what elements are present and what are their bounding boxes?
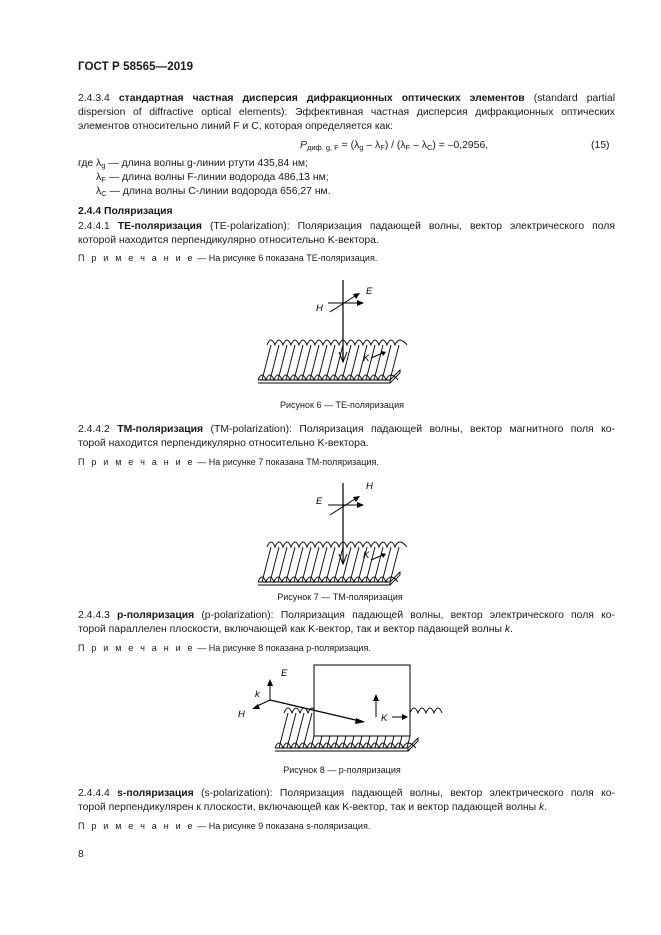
label-e: E (281, 668, 288, 679)
eq-subscript: диф. g, F (306, 143, 339, 152)
figure-6-caption: Рисунок 6 — ТЕ-поляризация (280, 400, 404, 410)
document-header: ГОСТ Р 58565—2019 (78, 61, 194, 73)
sub: g (101, 161, 106, 170)
label-k-small: k (255, 689, 260, 700)
definition-line: которой находится перпендикулярно относительно K-вектора. (78, 235, 379, 246)
note-text: — На рисунке 6 показана TE-поляризация. (197, 253, 378, 263)
where-text: — длина волны g-линии ртути 435,84 нм; (108, 158, 308, 169)
note-label: П р и м е ч а н и е (78, 253, 195, 263)
where-text: — длина волны F-линии водорода 486,13 нм; (108, 172, 329, 183)
label-h: H (366, 481, 373, 492)
lambda: λ (96, 186, 102, 197)
definition-line (78, 801, 615, 815)
definition-text: торой перпендикулярен к плоскости, включающей как K-вектор, так и вектор падающей волны (78, 802, 537, 813)
k-symbol: k (538, 802, 545, 813)
term-english: (standard partial (533, 93, 616, 104)
eq-part: ) = –0,2956, (432, 140, 489, 151)
eq-subscript: F (380, 143, 385, 152)
label-k: K (381, 713, 388, 724)
incidence-plane (314, 665, 410, 736)
eq-symbol: P (300, 140, 307, 151)
sub: F (101, 175, 106, 184)
k-symbol: k (504, 624, 511, 635)
where-label: где λ (78, 158, 102, 169)
note-text: — На рисунке 8 показана p-поляризация. (197, 643, 371, 653)
section-number: 2.4.4.1 (78, 221, 110, 232)
eq-part: – λ (366, 140, 381, 151)
definition: (s-polarization): Поляризация падающей волны, вектор электрического поля ко- (201, 788, 615, 799)
note-text: — На рисунке 7 показана TM-поляризация. (197, 457, 379, 467)
term: TM-поляризация (117, 424, 204, 435)
label-e: E (316, 496, 323, 507)
definition-line: торой находится перпендикулярно относительно K-вектора. (78, 438, 369, 449)
eq-subscript: F (405, 143, 411, 152)
eq-part: ) / (λ (384, 140, 406, 151)
section-2-4-4-title: 2.4.4 Поляризация (78, 206, 173, 217)
definition-line: элементов относительно линий F и C, которая определяется как: (78, 121, 393, 132)
figure-8-caption: Рисунок 8 — p-поляризация (283, 765, 401, 775)
note-label: П р и м е ч а н и е (78, 643, 195, 653)
label-h: H (238, 709, 245, 720)
where-text: — длина волны C-линии водорода 656,27 нм. (109, 186, 331, 197)
eq-part: – λ (413, 140, 427, 151)
eq-part: = (λ (341, 140, 360, 151)
definition: (TM-polarization): Поляризация падающей волны, вектор магнитного поля ко- (210, 424, 616, 435)
period: . (510, 624, 513, 635)
period: . (544, 802, 548, 813)
note-text: — На рисунке 9 показана s-поляризация. (197, 821, 371, 831)
term: s-поляризация (117, 788, 194, 799)
equation-number: (15) (591, 140, 610, 151)
sub: C (101, 189, 107, 198)
lambda: λ (96, 172, 102, 183)
eq-subscript: C (426, 143, 433, 152)
section-number: 2.4.4.2 (78, 424, 110, 435)
term: p-поляризация (116, 610, 195, 621)
term: ТЕ-поляризация (117, 221, 202, 232)
page-number: 8 (78, 849, 84, 860)
section-number: 2.4.4.3 (78, 610, 110, 621)
label-e: E (366, 286, 373, 297)
section-number: 2.4.3.4 (78, 93, 110, 104)
note-9 (78, 820, 370, 832)
section-2-4-4-4 (78, 787, 615, 815)
definition-text: торой параллелен плоскости, включающей как K-вектор, так и вектор падающей волны (78, 624, 502, 635)
label-h: H (316, 303, 323, 314)
section-number: 2.4.4.4 (78, 788, 110, 799)
note-label: П р и м е ч а н и е (78, 821, 195, 831)
eq-subscript: g (359, 143, 364, 152)
label-k: K (363, 353, 370, 364)
label-k: K (363, 550, 370, 561)
note-label: П р и м е ч а н и е (78, 457, 195, 467)
figure-7-caption: Рисунок 7 — ТМ-поляризация (277, 592, 403, 602)
definition-line: dispersion of diffractive optical elements): Эффективная частная дисперсия дифракционных оптических (78, 107, 615, 118)
definition: (p-polarization): Поляризация падающей волны, вектор электрического поля ко- (201, 610, 615, 621)
term: стандартная частная дисперсия дифракционных оптических элементов (118, 93, 525, 104)
definition: (TE-polarization): Поляризация падающей волны, вектор электрического поля (209, 221, 615, 232)
